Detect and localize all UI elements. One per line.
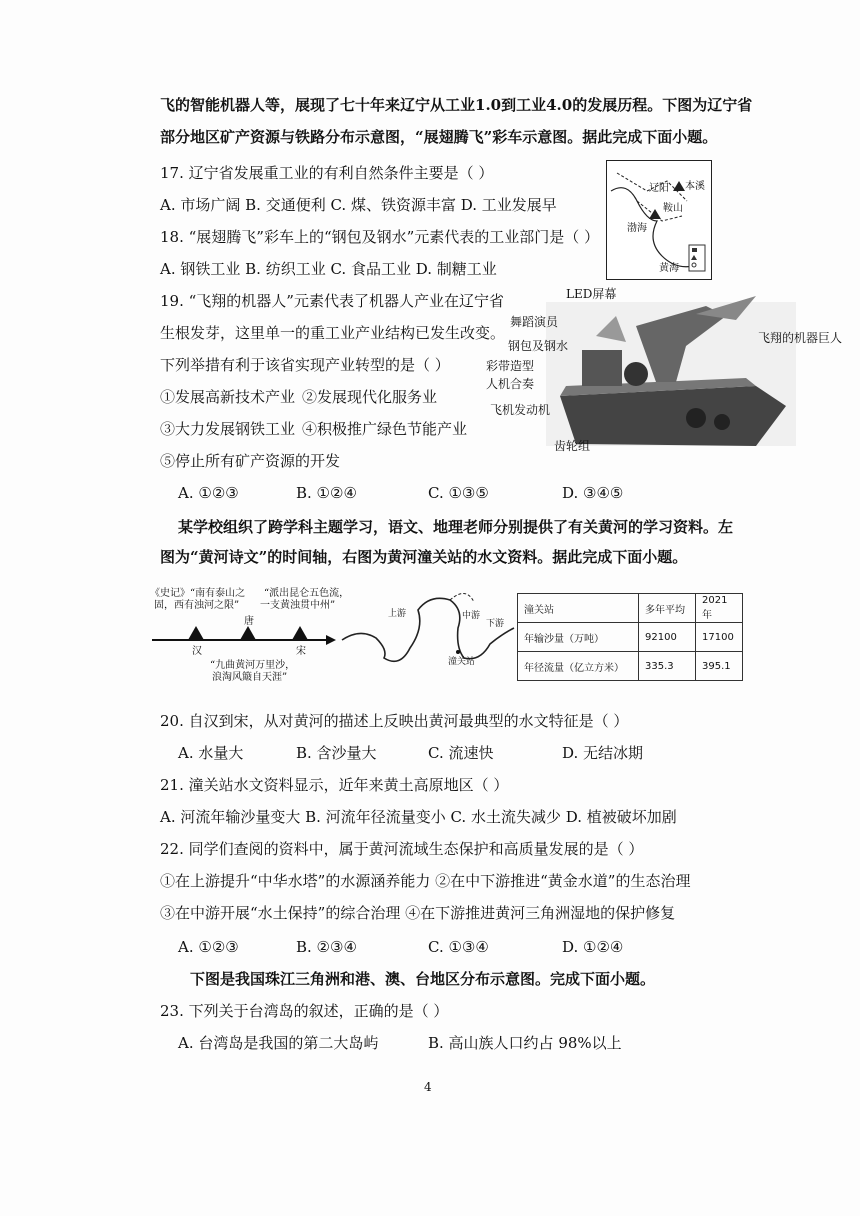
hydro-table-wrap [517,593,743,681]
question-19-stem-3: 下列举措有利于该省实现产业转型的是（ ） [160,356,450,374]
intro2-line-2: 图为“黄河诗文”的时间轴，右图为黄河潼关站的水文资料。据此完成下面小题。 [160,548,688,566]
question-19-item-3: ③大力发展钢铁工业 [160,420,296,438]
table-cell: 17100 [696,623,743,652]
intro3-line: 下图是我国珠江三角洲和港、澳、台地区分布示意图。完成下面小题。 [190,970,656,988]
map-label-benxi: 本溪 [685,181,705,192]
table-cell: 92100 [639,623,696,652]
map-label-anshan: 鞍山 [663,203,683,214]
question-22-items-2: ③在中游开展“水土保持”的综合治理 ④在下游推进黄河三角洲湿地的保护修复 [160,904,676,922]
float-label-ribbon-1: 彩带造型 [486,359,535,373]
timeline-quote-1a: 《史记》“南有泰山之 [150,588,246,599]
question-19-item-1: ①发展高新技术产业 [160,388,296,406]
river-label-lower: 下游 [486,619,505,629]
timeline-quote-2a: “派出昆仑五色流， [264,588,350,599]
table-cell: 年输沙量（万吨） [518,623,639,652]
table-header-cell: 潼关站 [518,594,639,623]
liaoning-map [606,160,712,280]
question-23-option-b: B. 高山族人口约占 98%以上 [428,1034,622,1052]
question-19-option-b: B. ①②④ [296,484,357,502]
poem-timeline [150,586,350,688]
timeline-era-tang: 唐 [244,616,254,627]
question-22-option-c: C. ①③④ [428,938,489,956]
river-label-upper: 上游 [388,609,407,619]
table-header-cell: 多年平均 [639,594,696,623]
question-22-stem: 22. 同学们查阅的资料中，属于黄河流域生态保护和高质量发展的是（ ） [160,840,644,858]
question-18-stem: 18. “展翅腾飞”彩车上的“钢包及钢水”元素代表的工业部门是（ ） [160,228,600,246]
table-row [518,623,743,652]
timeline-quote-1b: 固，西有浊河之限” [154,600,240,611]
question-20-option-d: D. 无结冰期 [562,744,644,762]
table-cell: 395.1 [696,652,743,681]
question-22-option-d: D. ①②④ [562,938,624,956]
table-row [518,652,743,681]
question-19-stem-1: 19. “飞翔的机器人”元素代表了机器人产业在辽宁省 [160,292,504,310]
timeline-era-song: 宋 [296,646,306,657]
timeline-era-han: 汉 [192,646,202,657]
question-17-stem: 17. 辽宁省发展重工业的有利自然条件主要是（ ） [160,164,494,182]
intro2-line-1: 某学校组织了跨学科主题学习，语文、地理老师分别提供了有关黄河的学习资料。左 [178,518,734,536]
float-label-ribbon-2: 人机合奏 [486,377,535,391]
table-row [518,594,743,623]
question-19-item-5: ⑤停止所有矿产资源的开发 [160,452,341,470]
timeline-quote-3b: 浪淘风簸自天涯” [212,672,288,683]
table-cell: 年径流量（亿立方米） [518,652,639,681]
map-label-liaoyang: 辽阳 [649,183,669,194]
intro-line-1: 飞的智能机器人等，展现了七十年来辽宁从工业1.0到工业4.0的发展历程。下图为辽宁省 [160,96,753,114]
question-20-stem: 20. 自汉到宋，从对黄河的描述上反映出黄河最典型的水文特征是（ ） [160,712,629,730]
float-label-robot: 飞翔的机器巨人 [758,331,843,345]
timeline-quote-2b: 一支黄浊贯中州” [260,600,336,611]
intro-line-2: 部分地区矿产资源与铁路分布示意图，“展翅腾飞”彩车示意图。据此完成下面小题。 [160,128,718,146]
question-19-option-c: C. ①③⑤ [428,484,489,502]
float-label-steel: 钢包及钢水 [508,339,569,353]
question-19-stem-2: 生根发芽，这里单一的重工业产业结构已发生改变。 [160,324,506,342]
question-19-option-d: D. ③④⑤ [562,484,624,502]
hydro-table [517,593,743,681]
parade-float-figure [486,286,846,462]
map-label-bohai: 渤海 [627,223,647,234]
question-20-option-c: C. 流速快 [428,744,494,762]
float-label-dancer: 舞蹈演员 [510,315,559,329]
question-19-option-a: A. ①②③ [178,484,239,502]
question-23-option-a: A. 台湾岛是我国的第二大岛屿 [178,1034,379,1052]
question-18-options: A. 钢铁工业 B. 纺织工业 C. 食品工业 D. 制糖工业 [160,260,497,278]
question-21-stem: 21. 潼关站水文资料显示，近年来黄土高原地区（ ） [160,776,509,794]
question-19-item-2: ②发展现代化服务业 [302,388,438,406]
table-cell: 335.3 [639,652,696,681]
river-label-middle: 中游 [462,611,481,621]
question-20-option-b: B. 含沙量大 [296,744,377,762]
river-label-tongguan: 潼关站 [448,657,476,667]
question-22-option-a: A. ①②③ [178,938,239,956]
float-label-gear: 齿轮组 [554,439,591,453]
question-21-options: A. 河流年输沙量变大 B. 河流年径流量变小 C. 水土流失减少 D. 植被破坏加剧 [160,808,677,826]
question-22-items-1: ①在上游提升“中华水塔”的水源涵养能力 ②在中下游推进“黄金水道”的生态治理 [160,872,691,890]
map-label-huanghai: 黄海 [659,263,679,274]
question-20-option-a: A. 水量大 [178,744,244,762]
yellow-river-map [340,588,516,672]
timeline-quote-3a: “九曲黄河万里沙， [210,660,296,671]
float-label-engine: 飞机发动机 [490,403,551,417]
question-17-options: A. 市场广阔 B. 交通便利 C. 煤、铁资源丰富 D. 工业发展早 [160,196,557,214]
question-22-option-b: B. ②③④ [296,938,357,956]
question-19-item-4: ④积极推广绿色节能产业 [302,420,468,438]
question-23-stem: 23. 下列关于台湾岛的叙述，正确的是（ ） [160,1002,449,1020]
table-header-cell: 2021年 [696,594,743,623]
float-label-led: LED屏幕 [566,287,617,301]
page-number: 4 [424,1080,432,1094]
